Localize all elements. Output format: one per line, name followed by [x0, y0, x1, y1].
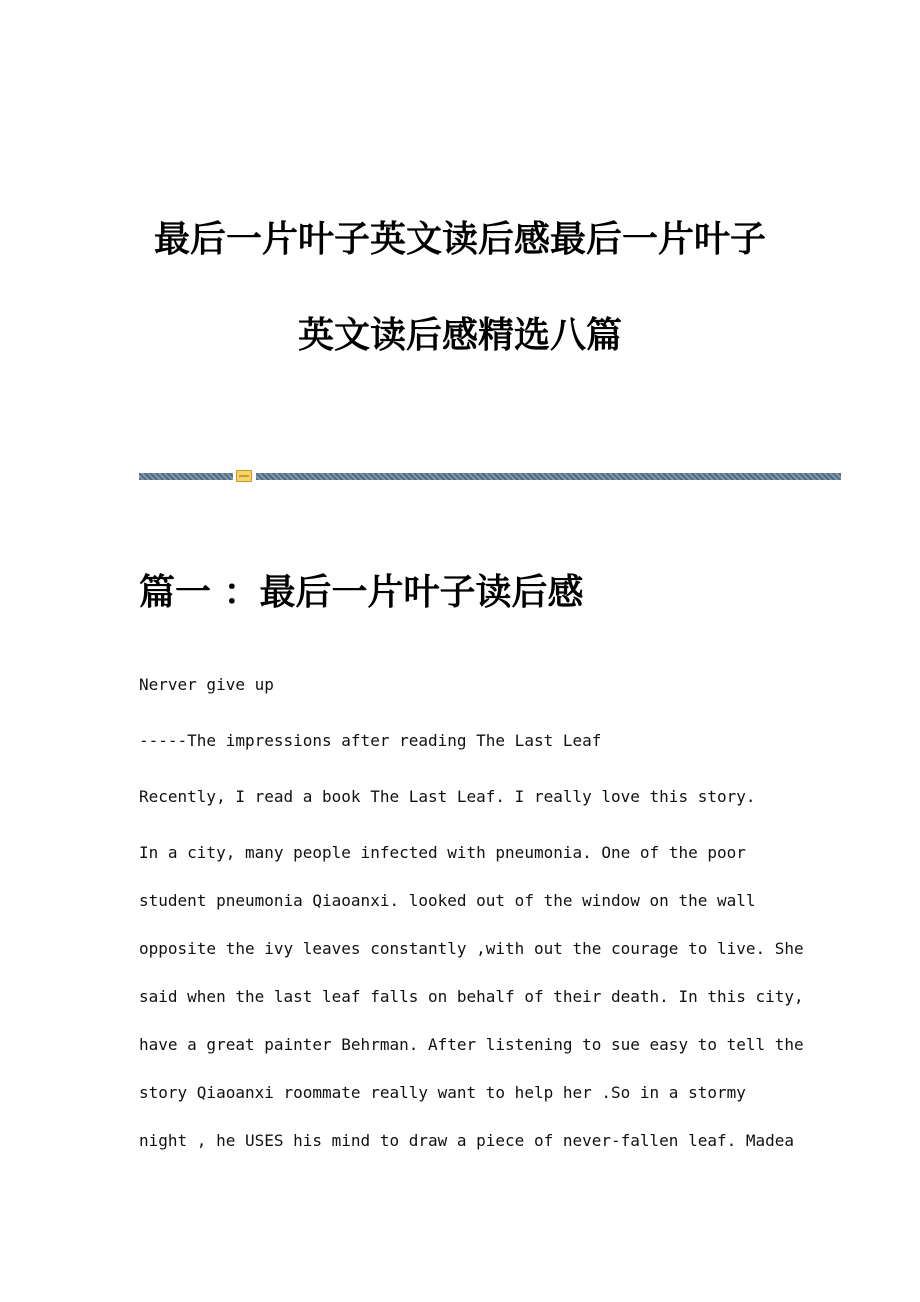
body-line: night , he USES his mind to draw a piece of never-fallen leaf. Madea	[139, 1131, 795, 1150]
section-heading: 篇一 ：最后一片叶子读后感	[139, 572, 584, 613]
body-line: have a great painter Behrman. After listening to sue easy to tell the	[139, 1035, 804, 1054]
body-line: In a city, many people infected with pneumonia. One of the poor	[139, 843, 746, 862]
document-title-line-1: 最后一片叶子英文读后感最后一片叶子	[153, 219, 766, 260]
body-line: said when the last leaf falls on behalf of their death. In this city,	[139, 987, 804, 1006]
body-line: story Qiaoanxi roommate really want to help her .So in a stormy	[139, 1083, 746, 1102]
decorative-divider	[139, 469, 841, 483]
divider-bar-right	[256, 473, 841, 480]
divider-ornament-icon	[236, 470, 252, 482]
body-line: Recently, I read a book The Last Leaf. I really love this story.	[139, 787, 756, 806]
body-line: student pneumonia Qiaoanxi. looked out of the window on the wall	[139, 891, 756, 910]
divider-bar-left	[139, 473, 233, 480]
body-line: opposite the ivy leaves constantly ,with out the courage to live. She	[139, 939, 804, 958]
body-line: Nerver give up	[139, 675, 274, 694]
document-title-line-2: 英文读后感精选八篇	[297, 315, 622, 356]
body-line: -----The impressions after reading The Last Leaf	[139, 731, 602, 750]
